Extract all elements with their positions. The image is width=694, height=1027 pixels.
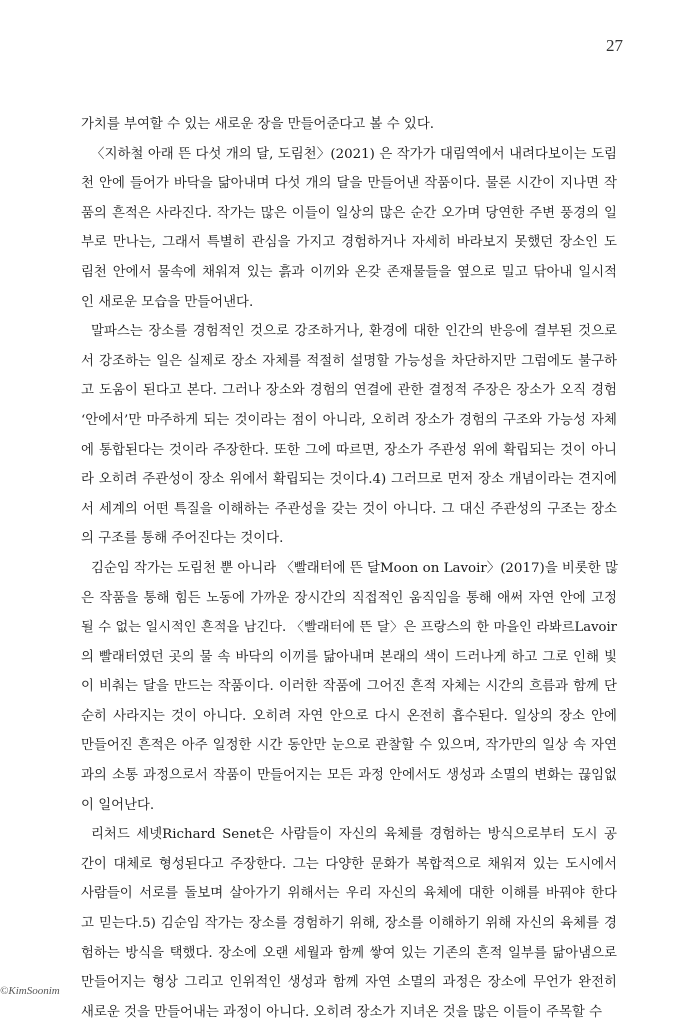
paragraph — [81, 820, 617, 1027]
paragraph — [81, 317, 617, 554]
text-line: 림천 안에서 물속에 채워져 있는 흙과 이끼와 온갖 존재물들을 옆으로 밀고 닦아내 일시적 — [81, 264, 617, 280]
paragraph — [81, 554, 617, 820]
text-line: 이 일어난다. — [81, 797, 155, 813]
text-line: 만들어지는 형상 그리고 인위적인 생성과 함께 자연 소멸의 과정은 장소에 무언가 완전히 — [81, 975, 617, 991]
text-line: 서 강조하는 일은 실제로 장소 자체를 적절히 설명할 가능성을 차단하지만 그럼에도 불구하 — [81, 353, 617, 369]
text-line: 사람들이 서로를 돌보며 살아가기 위해서는 우리 자신의 육체에 대한 이해를 바꿔야 한다 — [81, 886, 617, 902]
text-line: 천 안에 들어가 바닥을 닮아내며 다섯 개의 달을 만들어낸 작품이다. 물론 시간이 지나면 작 — [81, 176, 617, 192]
text-line: 가치를 부여할 수 있는 새로운 장을 만들어준다고 볼 수 있다. — [81, 117, 435, 132]
page-number: 27 — [606, 36, 623, 55]
text-line: 만들어진 흔적은 아주 일정한 시간 동안만 눈으로 관찰할 수 있으며, 작가만의 일상 속 자연 — [81, 738, 617, 754]
text-line: 의 구조를 통해 주어진다는 것이다. — [81, 531, 284, 547]
text-line: 말파스는 장소를 경험적인 것으로 강조하거나, 환경에 대한 인간의 반응에 결부된 것으로 — [91, 324, 617, 340]
body-text — [81, 110, 617, 1027]
text-line: 〈지하철 아래 뜬 다섯 개의 달, 도림천〉(2021) 은 작가가 대림역에서 내려다보이는 도림 — [91, 146, 617, 162]
text-line: 새로운 것을 만들어내는 과정이 아니다. 오히려 장소가 지녀온 것을 많은 이들이 주목할 수 — [81, 1004, 603, 1020]
paragraph — [81, 140, 617, 318]
text-line: 리처드 세넷Richard Senet은 사람들이 자신의 육체를 경험하는 방식으로부터 도시 공 — [91, 827, 617, 843]
text-line: 간이 대체로 형성된다고 주장한다. 그는 다양한 문화가 복합적으로 채워져 있는 도시에서 — [81, 856, 617, 872]
text-line: 과의 소통 과정으로서 작품이 만들어지는 모든 과정 안에서도 생성과 소멸의 변화는 끊임없 — [81, 768, 617, 784]
text-line: 순히 사라지는 것이 아니다. 오히려 자연 안으로 다시 온전히 흡수된다. 일상의 장소 안에 — [81, 708, 617, 724]
text-line: 은 작품을 통해 힘든 노동에 가까운 장시간의 직접적인 움직임을 통해 애써 자연 안에 고정 — [81, 590, 617, 606]
text-line: 라 오히려 주관성이 장소 위에서 확립되는 것이다.4) 그러므로 먼저 장소 개념이라는 견지에 — [81, 472, 617, 488]
text-line: 품의 흔적은 사라진다. 작가는 많은 이들이 일상의 많은 순간 오가며 당연한 주변 풍경의 일 — [81, 205, 617, 221]
paragraph — [81, 110, 617, 140]
text-line: 험하는 방식을 택했다. 장소에 오랜 세월과 함께 쌓여 있는 기존의 흔적 일부를 닮아냄으로 — [81, 945, 617, 961]
text-line: 이 비춰는 달을 만드는 작품이다. 이러한 작품에 그어진 흔적 자체는 시간의 흐름과 함께 단 — [81, 679, 617, 695]
text-line: 인 새로운 모습을 만들어낸다. — [81, 294, 254, 310]
text-line: 서 세계의 어떤 특질을 이해하는 주관성을 갖는 것이 아니다. 그 대신 주관성의 구조는 장소 — [81, 501, 617, 517]
copyright-watermark: ©KimSoonim — [0, 985, 60, 997]
text-line: 부로 만나는, 그래서 특별히 관심을 가지고 경험하거나 자세히 바라보지 못했던 장소인 도 — [81, 235, 617, 251]
text-line: 에 통합된다는 것이라 주장한다. 또한 그에 따르면, 장소가 주관성 위에 확립되는 것이 아니 — [81, 442, 617, 458]
text-line: 고 믿는다.5) 김순임 작가는 장소를 경험하기 위해, 장소를 이해하기 위해 자신의 육체를 경 — [81, 916, 617, 932]
text-line: 될 수 없는 일시적인 흔적을 남긴다. 〈빨래터에 뜬 달〉은 프랑스의 한 마을인 라봐르Lavoir — [81, 620, 617, 636]
text-line: ‘안에서’만 마주하게 되는 것이라는 점이 아니라, 오히려 장소가 경험의 구조와 가능성 자체 — [81, 412, 617, 428]
text-line: 김순임 작가는 도림천 뿐 아니라 〈빨래터에 뜬 달Moon on Lavoir〉(2017)을 비롯한 많 — [91, 560, 618, 576]
text-line: 고 도움이 된다고 본다. 그러나 장소와 경험의 연결에 관한 결정적 주장은 장소가 오직 경험 — [81, 383, 617, 399]
text-line: 의 빨래터였던 곳의 물 속 바닥의 이끼를 닮아내며 본래의 색이 드러나게 하고 그로 인해 빛 — [81, 649, 617, 665]
